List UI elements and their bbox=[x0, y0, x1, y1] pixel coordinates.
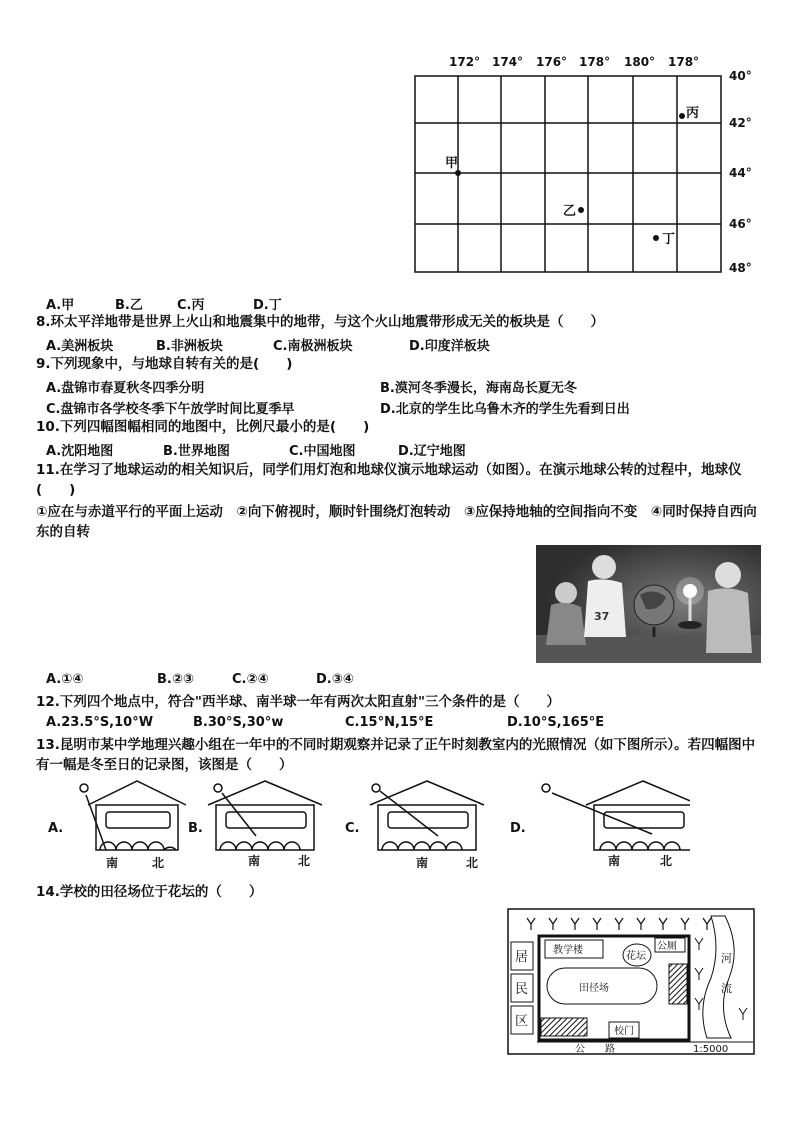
q8-option-c[interactable]: C.南极洲板块 bbox=[273, 339, 353, 354]
q10-option-c[interactable]: C.中国地图 bbox=[289, 444, 356, 459]
latitude-label: 42° bbox=[729, 116, 752, 130]
school-map bbox=[507, 908, 757, 1056]
q12-option-b[interactable]: B.30°S,30°w bbox=[193, 715, 284, 730]
residential-char: 区 bbox=[515, 1014, 529, 1029]
flower-bed-label: 花坛 bbox=[626, 951, 646, 962]
panel-a-label[interactable]: A. bbox=[48, 821, 64, 836]
q7-option-a[interactable]: A.甲 bbox=[46, 298, 75, 313]
q10-option-d[interactable]: D.辽宁地图 bbox=[398, 444, 466, 459]
q9-option-b[interactable]: B.漠河冬季漫长，海南岛长夏无冬 bbox=[380, 381, 577, 396]
q12-option-d[interactable]: D.10°S,165°E bbox=[507, 715, 605, 730]
longitude-label: 174° bbox=[492, 55, 524, 69]
q8-option-d[interactable]: D.印度洋板块 bbox=[409, 339, 490, 354]
q7-option-c[interactable]: C.丙 bbox=[177, 298, 205, 313]
q13-stem: 13.昆明市某中学地理兴趣小组在一年中的不同时期观察并记录了正午时刻教室内的光照情况（如下图所示）。若四幅图中有一幅是冬至日的记录图，该图是（ ） bbox=[36, 737, 756, 773]
point-ding-dot bbox=[653, 235, 659, 241]
latitude-label: 48° bbox=[729, 261, 752, 275]
panel-b-label[interactable]: B. bbox=[188, 821, 203, 836]
q8-option-a[interactable]: A.美洲板块 bbox=[46, 339, 114, 354]
north-label: 北 bbox=[660, 854, 673, 868]
latitude-label: 46° bbox=[729, 217, 752, 231]
q9-option-a[interactable]: A.盘锦市春夏秋冬四季分明 bbox=[46, 381, 205, 396]
svg-text:37: 37 bbox=[594, 610, 610, 623]
q12-option-a[interactable]: A.23.5°S,10°W bbox=[46, 715, 154, 730]
q11-option-b[interactable]: B.②③ bbox=[157, 672, 194, 687]
north-label: 北 bbox=[152, 856, 165, 870]
q11-stem: 11.在学习了地球运动的相关知识后，同学们用灯泡和地球仪演示地球运动（如图）。在演示地球公转的过程中，地球仪( ) bbox=[36, 462, 742, 498]
latitude-label: 40° bbox=[729, 69, 752, 83]
residential-char: 民 bbox=[515, 982, 529, 997]
river-char: 流 bbox=[721, 982, 732, 995]
point-bing-label: 丙 bbox=[686, 106, 700, 121]
q9-option-d[interactable]: D.北京的学生比乌鲁木齐的学生先看到日出 bbox=[380, 402, 630, 417]
teaching-building-label: 教学楼 bbox=[553, 945, 583, 956]
north-label: 北 bbox=[298, 854, 311, 868]
gate-label: 校门 bbox=[614, 1026, 634, 1037]
panel-c bbox=[370, 781, 484, 850]
longitude-label: 180° bbox=[624, 55, 656, 69]
longitude-label: 172° bbox=[449, 55, 481, 69]
q11-option-d[interactable]: D.③④ bbox=[316, 672, 354, 687]
q10-option-a[interactable]: A.沈阳地图 bbox=[46, 444, 114, 459]
q14-stem: 14.学校的田径场位于花坛的（ ） bbox=[36, 884, 263, 900]
panel-b bbox=[208, 781, 322, 850]
q11-statements: ①应在与赤道平行的平面上运动 ②向下俯视时，顺时针围绕灯泡转动 ③应保持地轴的空间指向不变 ④同时保持自西向东的自转 bbox=[36, 504, 757, 540]
latitude-label: 44° bbox=[729, 166, 752, 180]
residential-char: 居 bbox=[515, 950, 529, 965]
longitude-label: 178° bbox=[668, 55, 700, 69]
panel-d bbox=[542, 781, 690, 850]
longitude-label: 178° bbox=[579, 55, 611, 69]
q10-option-b[interactable]: B.世界地图 bbox=[163, 444, 230, 459]
q11-option-a[interactable]: A.①④ bbox=[46, 672, 84, 687]
point-ding-label: 丁 bbox=[662, 232, 676, 247]
q12-stem: 12.下列四个地点中，符合"西半球、南半球一年有两次太阳直射"三个条件的是（ ） bbox=[36, 694, 560, 710]
south-label: 南 bbox=[248, 854, 261, 868]
south-label: 南 bbox=[106, 856, 119, 870]
classroom-sunlight-diagrams bbox=[40, 778, 690, 873]
river-char: 河 bbox=[721, 952, 732, 965]
toilet-label: 公厕 bbox=[657, 941, 677, 952]
q7-option-d[interactable]: D.丁 bbox=[253, 298, 282, 313]
q12-option-c[interactable]: C.15°N,15°E bbox=[345, 715, 434, 730]
road-label: 公 路 bbox=[575, 1044, 615, 1055]
longitude-latitude-grid-map bbox=[405, 44, 765, 284]
globe-lamp-demo-photo bbox=[536, 545, 761, 663]
point-jia-label: 甲 bbox=[445, 156, 459, 171]
panel-c-label[interactable]: C. bbox=[345, 821, 360, 836]
q10-stem: 10.下列四幅图幅相同的地图中，比例尺最小的是( ) bbox=[36, 419, 370, 435]
panel-a bbox=[80, 781, 186, 850]
point-yi-label: 乙 bbox=[563, 204, 577, 219]
south-label: 南 bbox=[608, 854, 621, 868]
track-label: 田径场 bbox=[579, 983, 609, 994]
q8-option-b[interactable]: B.非洲板块 bbox=[156, 339, 223, 354]
q11-option-c[interactable]: C.②④ bbox=[232, 672, 269, 687]
q8-stem: 8.环太平洋地带是世界上火山和地震集中的地带，与这个火山地震带形成无关的板块是（ ） bbox=[36, 314, 605, 330]
point-bing-dot bbox=[679, 113, 685, 119]
point-yi-dot bbox=[578, 207, 584, 213]
map-scale: 1:5000 bbox=[693, 1044, 729, 1055]
q7-option-b[interactable]: B.乙 bbox=[115, 298, 143, 313]
q9-option-c[interactable]: C.盘锦市各学校冬季下午放学时间比夏季早 bbox=[46, 402, 295, 417]
panel-d-label[interactable]: D. bbox=[510, 821, 526, 836]
south-label: 南 bbox=[416, 856, 429, 870]
q9-stem: 9.下列现象中，与地球自转有关的是( ) bbox=[36, 356, 293, 372]
north-label: 北 bbox=[466, 856, 479, 870]
longitude-label: 176° bbox=[536, 55, 568, 69]
